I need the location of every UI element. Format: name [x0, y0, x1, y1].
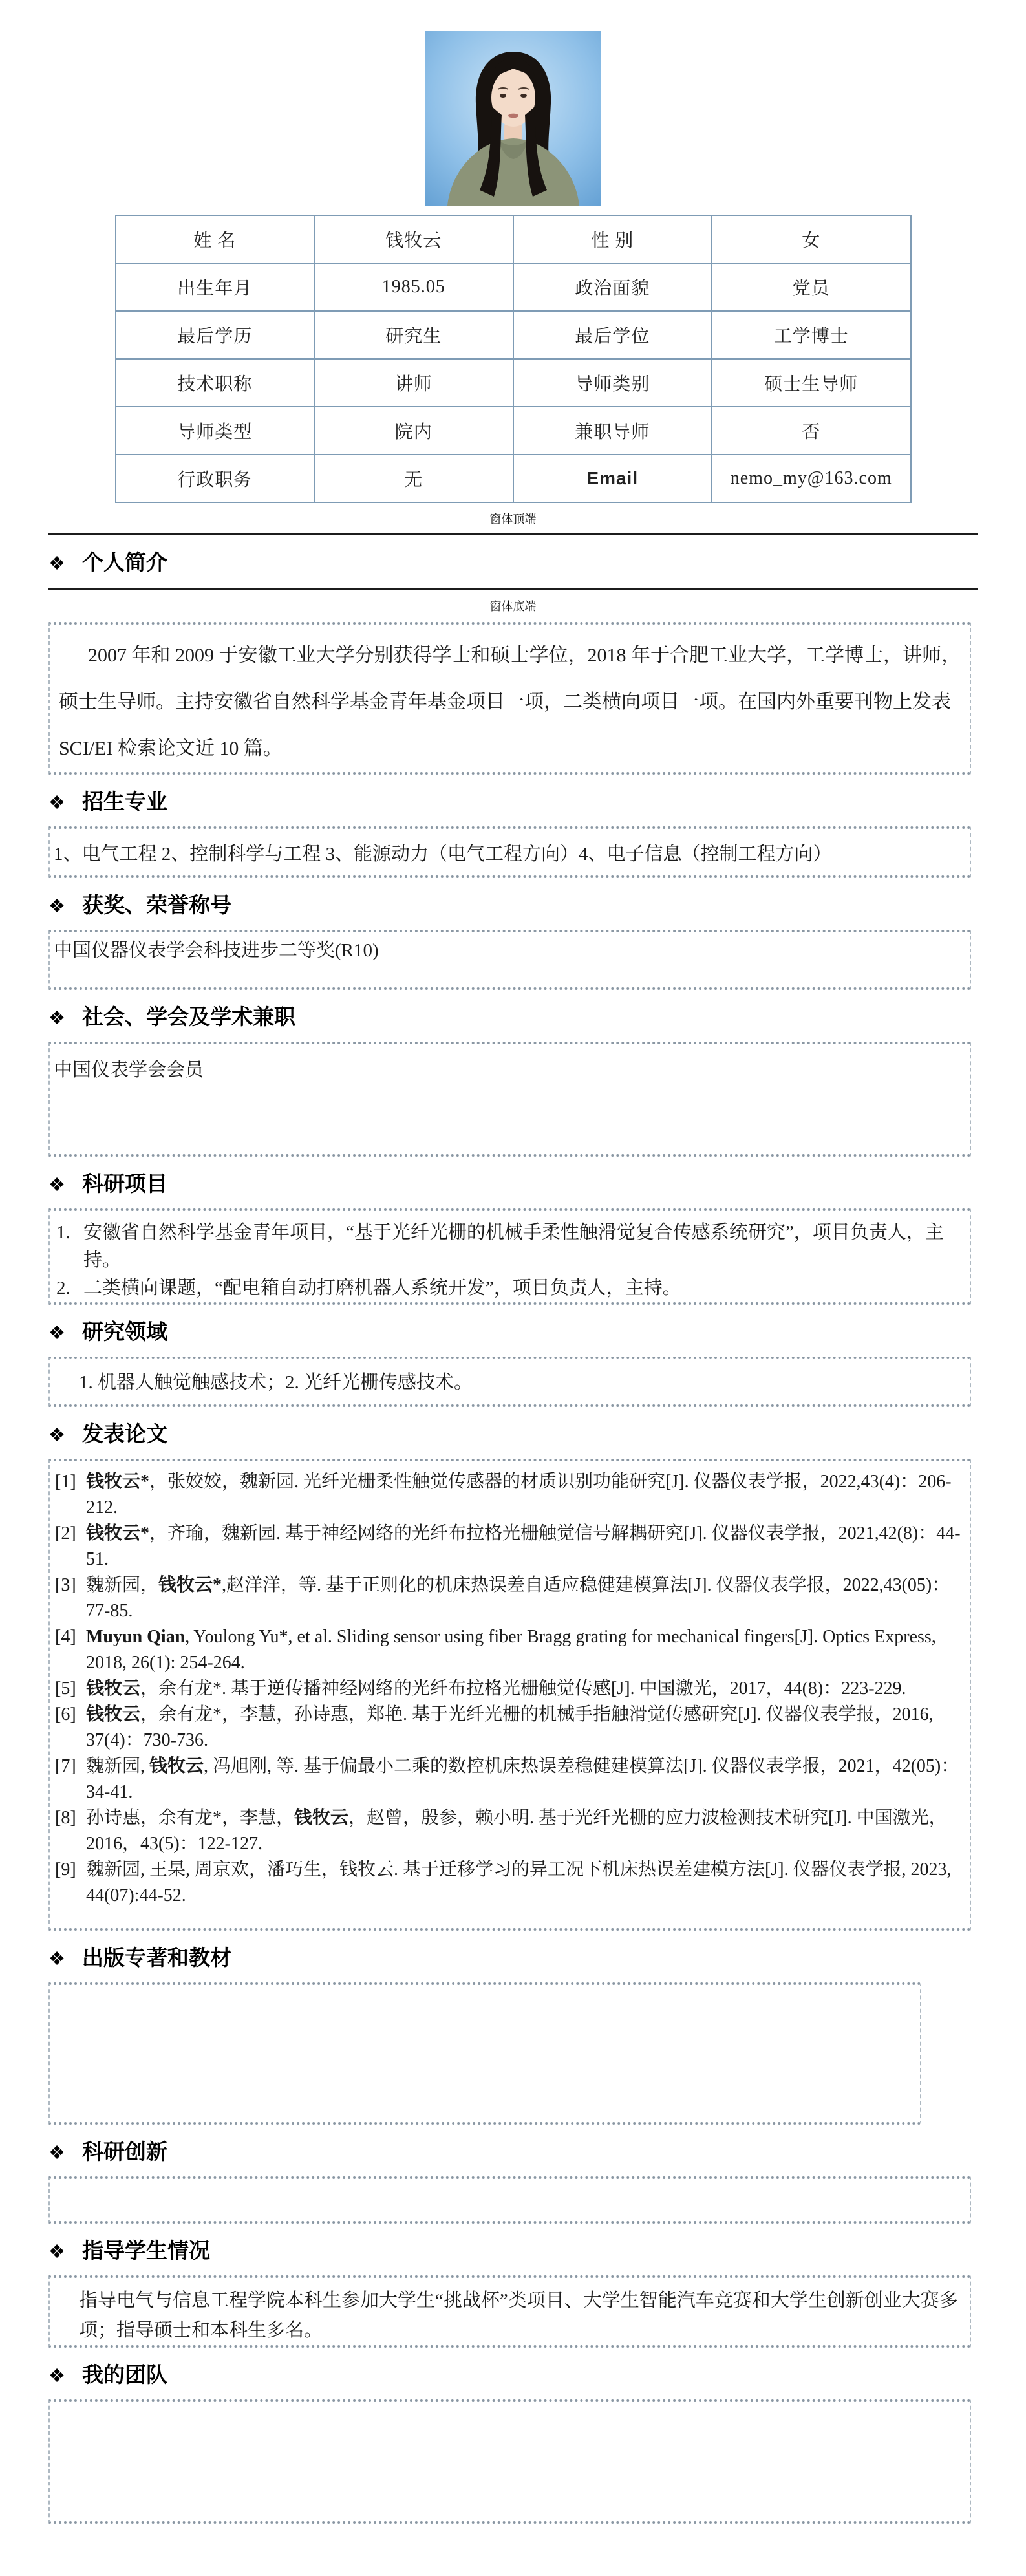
table-row — [116, 359, 911, 407]
section-heading-publications — [48, 1420, 978, 1450]
section-title: 出版专著和教材 — [82, 1947, 231, 1970]
value-degree: 工学博士 — [712, 311, 911, 359]
fields-text: 1. 机器人触觉触感技术；2. 光纤光栅传感技术。 — [79, 1372, 473, 1393]
publication-author-highlight: 钱牧云 — [86, 1704, 141, 1724]
publication-text: ，齐瑜，魏新园. 基于神经网络的光纤布拉格光栅触觉信号解耦研究[J]. 仪器仪表学报，2021,42(8)：44-51. — [86, 1523, 961, 1569]
label-supervisor-type: 导师类型 — [116, 407, 315, 455]
publication-author-highlight: 钱牧云 — [86, 1679, 141, 1699]
publication-item — [50, 1702, 967, 1754]
project-text: 安徽省自然科学基金青年项目，“基于光纤光栅的机械手柔性触滑觉复合传感系统研究”，项目负责人，主持。 — [83, 1222, 944, 1271]
publication-author-highlight: 钱牧云 — [294, 1808, 349, 1828]
publication-item — [50, 1572, 967, 1624]
innovation-content-box — [48, 2176, 971, 2224]
section-title: 发表论文 — [82, 1423, 167, 1446]
projects-content-box — [48, 1208, 971, 1305]
membership-content-box — [48, 1042, 971, 1157]
publication-text: 魏新园， — [86, 1575, 159, 1595]
enroll-text: 1、电气工程 2、控制科学与工程 3、能源动力（电气工程方向）4、电子信息（控制工程方向） — [54, 844, 832, 864]
diamond-bullet-icon: ❖ — [48, 1949, 65, 1970]
section-heading-intro — [48, 548, 978, 578]
intro-content-box — [48, 622, 971, 775]
intro-text: 2007 年和 2009 于安徽工业大学分别获得学士和硕士学位，2018 年于合肥工业大学，工学博士，讲师，硕士生导师。主持安徽省自然科学基金青年基金项目一项，二类横向项目一项。在国内外重要刊物上发表 SCI/EI 检索论文近 10 篇。 — [59, 645, 961, 759]
project-text: 二类横向课题，“配电箱自动打磨机器人系统开发”，项目负责人，主持。 — [83, 1278, 681, 1298]
students-text: 指导电气与信息工程学院本科生参加大学生“挑战杯”类项目、大学生智能汽车竞赛和大学生创新创业大赛多项；指导硕士和本科生多名。 — [79, 2290, 958, 2341]
publication-author-highlight: 钱牧云* — [86, 1523, 150, 1543]
publication-index: [1] — [55, 1472, 76, 1492]
diamond-bullet-icon: ❖ — [48, 1175, 65, 1196]
diamond-bullet-icon: ❖ — [48, 793, 65, 813]
divider-rule — [48, 533, 978, 535]
value-supervisor-category: 硕士生导师 — [712, 359, 911, 407]
section-heading-fields — [48, 1318, 978, 1347]
publication-item — [50, 1676, 967, 1702]
label-admin-post: 行政职务 — [116, 455, 315, 502]
value-adjunct: 否 — [712, 407, 911, 455]
publication-text: ，余有龙*，李慧，孙诗惠，郑艳. 基于光纤光栅的机械手指触滑觉传感研究[J]. 仪器仪表学报，2016, 37(4)：730-736. — [86, 1704, 934, 1750]
enroll-content-box — [48, 826, 971, 878]
publication-text: ，余有龙*. 基于逆传播神经网络的光纤布拉格光栅触觉传感[J]. 中国激光，2017，44(8)：223-229. — [140, 1679, 906, 1699]
section-title: 科研创新 — [82, 2141, 167, 2164]
publication-index: [6] — [55, 1704, 76, 1724]
publication-author-highlight: 钱牧云* — [86, 1472, 150, 1492]
list-number: 1. — [56, 1222, 70, 1243]
publication-index: [3] — [55, 1575, 76, 1595]
profile-table — [115, 215, 912, 503]
section-title: 获奖、荣誉称号 — [82, 894, 231, 918]
value-email[interactable]: nemo_my@163.com — [712, 455, 911, 502]
publication-text: 孙诗惠，余有龙*，李慧， — [86, 1808, 295, 1828]
list-item — [50, 1274, 966, 1302]
profile-photo-image — [425, 31, 601, 206]
table-row — [116, 311, 911, 359]
list-number: 2. — [56, 1278, 70, 1298]
list-item — [50, 1219, 966, 1274]
form-top-marker: 窗体顶端 — [489, 513, 537, 526]
publication-text: , 冯旭刚, 等. 基于偏最小二乘的数控机床热误差稳健建模算法[J]. 仪器仪表学报，2021，42(05)：34-41. — [86, 1756, 959, 1802]
membership-text: 中国仪表学会会员 — [54, 1060, 204, 1080]
section-heading-awards — [48, 891, 978, 921]
awards-text: 中国仪器仪表学会科技进步二等奖(R10) — [54, 940, 379, 961]
table-row — [116, 215, 911, 263]
label-title: 技术职称 — [116, 359, 315, 407]
profile-photo — [425, 31, 601, 206]
publication-index: [4] — [55, 1627, 76, 1647]
faculty-profile-page — [0, 31, 1026, 2576]
section-heading-team — [48, 2361, 978, 2390]
value-political: 党员 — [712, 263, 911, 311]
diamond-bullet-icon: ❖ — [48, 1425, 65, 1446]
publication-index: [7] — [55, 1756, 76, 1776]
value-gender: 女 — [712, 215, 911, 263]
publication-text: 魏新园, — [86, 1756, 150, 1776]
divider-rule — [48, 588, 978, 590]
section-title: 社会、学会及学术兼职 — [82, 1006, 295, 1029]
publication-index: [9] — [55, 1860, 76, 1880]
fields-content-box — [48, 1357, 971, 1407]
publication-text: ，张姣姣，魏新园. 光纤光栅柔性触觉传感器的材质识别功能研究[J]. 仪器仪表学报，2022,43(4)：206-212. — [86, 1472, 952, 1518]
section-heading-books — [48, 1944, 978, 1973]
publication-text: 魏新园, 王杲, 周京欢，潘巧生，钱牧云. 基于迁移学习的异工况下机床热误差建模方法[J]. 仪器仪表学报, 2023, 44(07):44-52. — [86, 1860, 952, 1905]
form-bottom-marker: 窗体底端 — [489, 600, 537, 613]
value-birth: 1985.05 — [314, 263, 513, 311]
books-content-box — [48, 1982, 921, 2125]
section-heading-innovation — [48, 2138, 978, 2167]
diamond-bullet-icon: ❖ — [48, 2143, 65, 2163]
section-title: 招生专业 — [82, 791, 167, 814]
section-title: 个人简介 — [82, 552, 167, 575]
publication-item — [50, 1857, 967, 1909]
team-content-box — [48, 2399, 971, 2524]
diamond-bullet-icon: ❖ — [48, 1323, 65, 1344]
table-row — [116, 407, 911, 455]
publication-author-highlight: 钱牧云 — [149, 1756, 204, 1776]
publication-index: [5] — [55, 1679, 76, 1699]
diamond-bullet-icon: ❖ — [48, 553, 65, 574]
publication-item — [50, 1521, 967, 1572]
publication-text: ,赵洋洋，等. 基于正则化的机床热误差自适应稳健建模算法[J]. 仪器仪表学报，2022,43(05)：77-85. — [86, 1575, 950, 1621]
publication-text: , Youlong Yu*, et al. Sliding sensor using fiber Bragg grating for mechanical fingers[J]. Optics Express, 2018, 26(1): 254-264. — [86, 1627, 936, 1673]
awards-content-box — [48, 930, 971, 990]
publication-item — [50, 1469, 967, 1521]
label-birth: 出生年月 — [116, 263, 315, 311]
section-title: 科研项目 — [82, 1173, 167, 1196]
publication-index: [8] — [55, 1808, 76, 1828]
label-education: 最后学历 — [116, 311, 315, 359]
publication-text: ，赵曾，殷参，赖小明. 基于光纤光栅的应力波检测技术研究[J]. 中国激光，2016，43(5)：122-127. — [86, 1808, 947, 1854]
publications-content-box — [48, 1459, 971, 1931]
diamond-bullet-icon: ❖ — [48, 2366, 65, 2387]
value-supervisor-type: 院内 — [314, 407, 513, 455]
publication-item — [50, 1754, 967, 1805]
label-name: 姓 名 — [116, 215, 315, 263]
label-gender: 性 别 — [513, 215, 712, 263]
section-title: 研究领域 — [82, 1321, 167, 1344]
section-title: 指导学生情况 — [82, 2240, 210, 2263]
publication-item — [50, 1624, 967, 1676]
section-title: 我的团队 — [82, 2364, 167, 2387]
label-political: 政治面貌 — [513, 263, 712, 311]
section-heading-students — [48, 2237, 978, 2266]
diamond-bullet-icon: ❖ — [48, 2242, 65, 2262]
publication-author-highlight: Muyun Qian — [86, 1627, 186, 1647]
publication-index: [2] — [55, 1523, 76, 1543]
label-degree: 最后学位 — [513, 311, 712, 359]
table-row — [116, 263, 911, 311]
publication-author-highlight: 钱牧云* — [158, 1575, 222, 1595]
diamond-bullet-icon: ❖ — [48, 896, 65, 917]
publication-item — [50, 1805, 967, 1857]
label-adjunct: 兼职导师 — [513, 407, 712, 455]
students-content-box — [48, 2275, 971, 2348]
section-heading-projects — [48, 1170, 978, 1199]
value-admin-post: 无 — [314, 455, 513, 502]
value-name: 钱牧云 — [314, 215, 513, 263]
label-supervisor-category: 导师类别 — [513, 359, 712, 407]
section-heading-membership — [48, 1003, 978, 1033]
value-title: 讲师 — [314, 359, 513, 407]
label-email: Email — [513, 455, 712, 502]
diamond-bullet-icon: ❖ — [48, 1008, 65, 1029]
value-education: 研究生 — [314, 311, 513, 359]
section-heading-enroll — [48, 788, 978, 817]
table-row — [116, 455, 911, 502]
